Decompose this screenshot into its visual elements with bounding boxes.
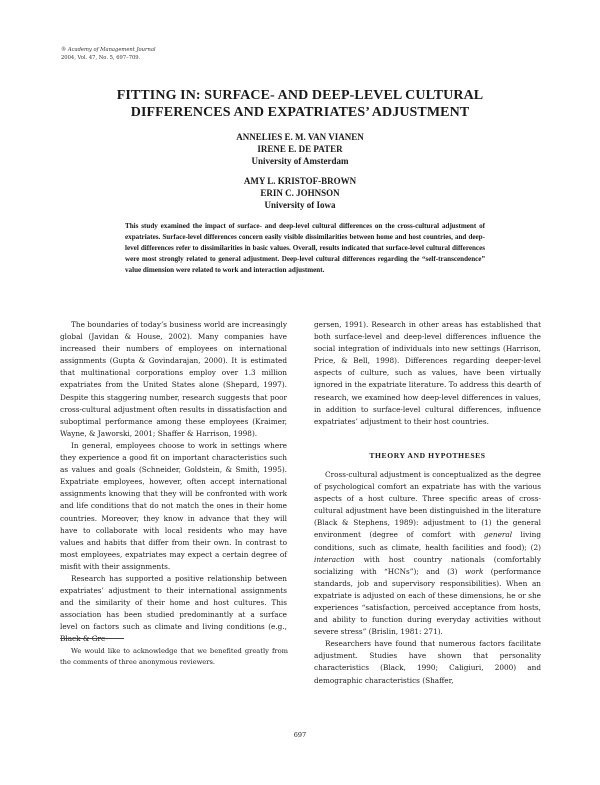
- body-paragraph: The boundaries of today’s business world are increasingly global (Javidan & House, 2002). Many companies have increased their numbers of employees on international assignments (Gupta & Govindarajan, 2000). It is estimated that multinational corporations employ over 1.3 million expatriates from the United States alone (Shepard, 1997). Despite this staggering number, research suggests that poor cross-cultural adjustment often results in dissatisfaction and suboptimal performance among these employees (Kraimer, Wayne, & Jaworski, 2001; Shaffer & Harrison, 1998).: [60, 320, 287, 438]
- author-affiliation: University of Iowa: [264, 200, 336, 210]
- emphasis-interaction: interaction: [314, 554, 355, 564]
- right-column: [314, 319, 541, 687]
- author-affiliation: University of Amsterdam: [251, 156, 349, 166]
- article-title: [60, 87, 540, 121]
- body-paragraph: Researchers have found that numerous factors facilitate adjustment. Studies have shown that personality characteristics (Black, 1990; Caligiuri, 2000) and demographic characteristics (Shaffer,: [314, 639, 541, 685]
- title-line-2: DIFFERENCES AND EXPATRIATES’ ADJUSTMENT: [130, 105, 470, 120]
- journal-header: ® Academy of Management Journal 2004, Vol. 47, No. 5, 697–709.: [61, 47, 156, 61]
- author-group-iowa: [60, 175, 540, 211]
- emphasis-work: work: [464, 566, 484, 576]
- title-line-1: FITTING IN: SURFACE- AND DEEP-LEVEL CULTURAL: [116, 88, 484, 103]
- body-paragraph: In general, employees choose to work in settings where they experience a good fit on important characteristics such as values and goals (Schneider, Goldstein, & Smith, 1995). Expatriate employees, however, often accept international assignments knowing that they will be confronted with work and life conditions that do not match the ones in their home countries. Moreover, they know in advance that they will have to collaborate with local residents who may have values and habits that differ from their own. In contrast to most employees, expatriates may expect a certain degree of misfit with their assignments.: [60, 440, 287, 571]
- author-name: IRENE E. DE PATER: [257, 144, 343, 154]
- emphasis-general: general: [483, 530, 513, 540]
- footnote: We would like to acknowledge that we benefited greatly from the comments of three anonymous reviewers.: [60, 647, 288, 666]
- body-paragraph: gersen, 1991). Research in other areas has established that both surface-level and deep-level differences influence the social integration of individuals into new settings (Harrison, Price, & Bell, 1998). Differences regarding deeper-level aspects of culture, such as values, have been virtually ignored in the expatriate literature. To address this dearth of research, we examined how deep-level differences in values, in addition to surface-level cultural differences, influence expatriates’ adjustment to their host countries.: [314, 320, 541, 426]
- journal-details: 2004, Vol. 47, No. 5, 697–709.: [61, 55, 141, 61]
- abstract: This study examined the impact of surface- and deep-level cultural differences on the cross-cultural adjustment of expatriates. Surface-level differences concern easily visible dissimilarities between home and host countries, and deep-level differences refer to dissimilarities in basic values. Overall, results indicated that surface-level cultural differences were most strongly related to general adjustment. Deep-level cultural differences regarding the “self-transcendence” value dimension were related to work and interaction adjustment.: [125, 222, 485, 274]
- page-number: 697: [293, 731, 307, 739]
- section-heading: THEORY AND HYPOTHESES: [369, 450, 486, 460]
- author-name: ANNELIES E. M. VAN VIANEN: [236, 132, 364, 142]
- body-paragraph: Research has supported a positive relationship between expatriates’ adjustment to their international assignments and the similarity of their home and host cultures. This association has been studied predominantly at a surface level on factors such as climate and living conditions (e.g., Black & Gre-: [60, 573, 287, 644]
- author-name: ERIN C. JOHNSON: [260, 188, 340, 198]
- body-paragraph: Cross-cultural adjustment is conceptualized as the degree of psychological comfort an expatriate has with the various aspects of a host culture. Three specific areas of cross-cultural adjustment have been distinguished in the literature (Black & Stephens, 1989): adjustment to (1) the general environment (degree of comfort with general living conditions, such as climate, health facilities and food); (2) interaction with host country nationals (comfortably socializing with “HCNs”); and (3) work (performance standards, job and supervisory responsibilities). When an expatriate is adjusted on each of these dimensions, he or she experiences “satisfaction, perceived acceptance from hosts, and ability to function during everyday activities without severe stress” (Brislin, 1981: 271).: [314, 469, 541, 637]
- footnote-divider: [60, 638, 124, 639]
- author-group-amsterdam: [60, 131, 540, 167]
- left-column: [60, 319, 287, 646]
- author-name: AMY L. KRISTOF-BROWN: [243, 176, 357, 186]
- journal-name: Academy of Management Journal: [67, 47, 156, 53]
